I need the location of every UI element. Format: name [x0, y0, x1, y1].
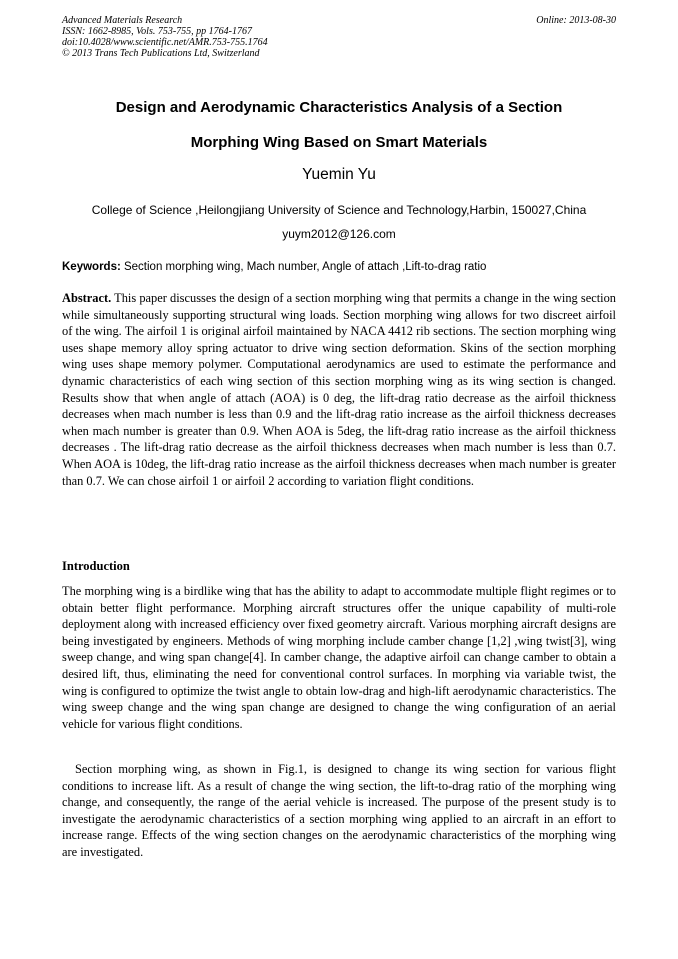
introduction-paragraph-2: Section morphing wing, as shown in Fig.1, is designed to change its wing section for various flight conditions to increase lift. As a result of change the wing section, the lift-to-drag ratio of the morphing wing change, and consequently, the range of the aerial vehicle is increased. The purpose of the present study is to investigate the aerodynamic characteristics of a section morphing wing applied to an aircraft in an effort to increase range. Effects of the wing section changes on the aerodynamic characteristics of the morphing wing are investigated. — [62, 762, 616, 859]
keywords-label: Keywords: — [62, 261, 121, 273]
title-line-2: Morphing Wing Based on Smart Materials — [190, 134, 488, 151]
copyright-line: © 2013 Trans Tech Publications Ltd, Switzerland — [62, 48, 260, 59]
author-affiliation: College of Science ,Heilongjiang University of Science and Technology,Harbin, 150027,China — [91, 203, 587, 217]
issn-line: ISSN: 1662-8985, Vols. 753-755, pp 1764-1767 — [62, 26, 252, 37]
keywords-text: Section morphing wing, Mach number, Angle of attach ,Lift-to-drag ratio — [120, 261, 487, 273]
introduction-paragraph-1: The morphing wing is a birdlike wing that has the ability to adapt to accommodate multiple flight regimes or to obtain better flight performance. Morphing aircraft structures offer the unique capability of multi-role deployment along with increased efficiency over fixed geometry aircraft. Various morphing aircraft designs are being investigated by engineers. Methods of wing morphing include camber change [1,2] ,wing twist[3], wing sweep change, and wing span change[4]. In camber change, the adaptive airfoil can change camber to obtain a desired lift, thus, eliminating the need for conventional control surfaces. In morphing via variable twist, the wing is configured to optimize the twist angle to obtain low-drag and high-lift aerodynamic characteristics. The wing sweep change and the wing span change are designed to change the wing configuration of an aerial vehicle for various flight conditions. — [62, 584, 616, 731]
author-name: Yuemin Yu — [302, 166, 376, 183]
doi-line[interactable]: doi:10.4028/www.scientific.net/AMR.753-755.1764 — [62, 37, 268, 48]
journal-header — [62, 15, 616, 59]
journal-name: Advanced Materials Research — [62, 15, 183, 26]
introduction-heading: Introduction — [62, 559, 130, 573]
online-date: Online: 2013-08-30 — [536, 15, 616, 26]
title-line-1: Design and Aerodynamic Characteristics Analysis of a Section — [115, 99, 563, 116]
abstract-label: Abstract. — [62, 291, 112, 305]
keywords — [62, 261, 616, 273]
author-email[interactable]: yuym2012@126.com — [282, 227, 396, 241]
abstract-text: This paper discusses the design of a section morphing wing that permits a change in the wing section while simultaneously supporting structural wing loads. Section morphing wing allows for two discreet airfoil of the wing. The airfoil 1 is original airfoil maintained by NACA 4412 rib sections. The section morphing wing uses shape memory alloy spring actuator to drive wing section deformation. Skins of the section morphing wing uses shape memory polymer. Computational aerodynamics are used to estimate the performance and dynamic characteristics of each wing section of this section morphing wing as its wing section is changed. Results show that when angle of attach (AOA) is 0 deg, the lift-drag ratio decrease as the airfoil thickness decreases when mach number is less than 0.9 and the lift-drag ratio increase as the airfoil thickness decreases when mach number is greater than 0.9. When AOA is 5deg, the lift-drag ratio increase as the airfoil thickness decreases . The lift-drag ratio decrease as the airfoil thickness decreases when mach number is less than 0.7. When AOA is 10deg, the lift-drag ratio increase as the airfoil thickness decreases when mach number is greater than 0.7. We can chose airfoil 1 or airfoil 2 according to variation flight conditions. — [62, 291, 616, 488]
paper-title — [62, 90, 616, 160]
abstract — [62, 290, 616, 489]
